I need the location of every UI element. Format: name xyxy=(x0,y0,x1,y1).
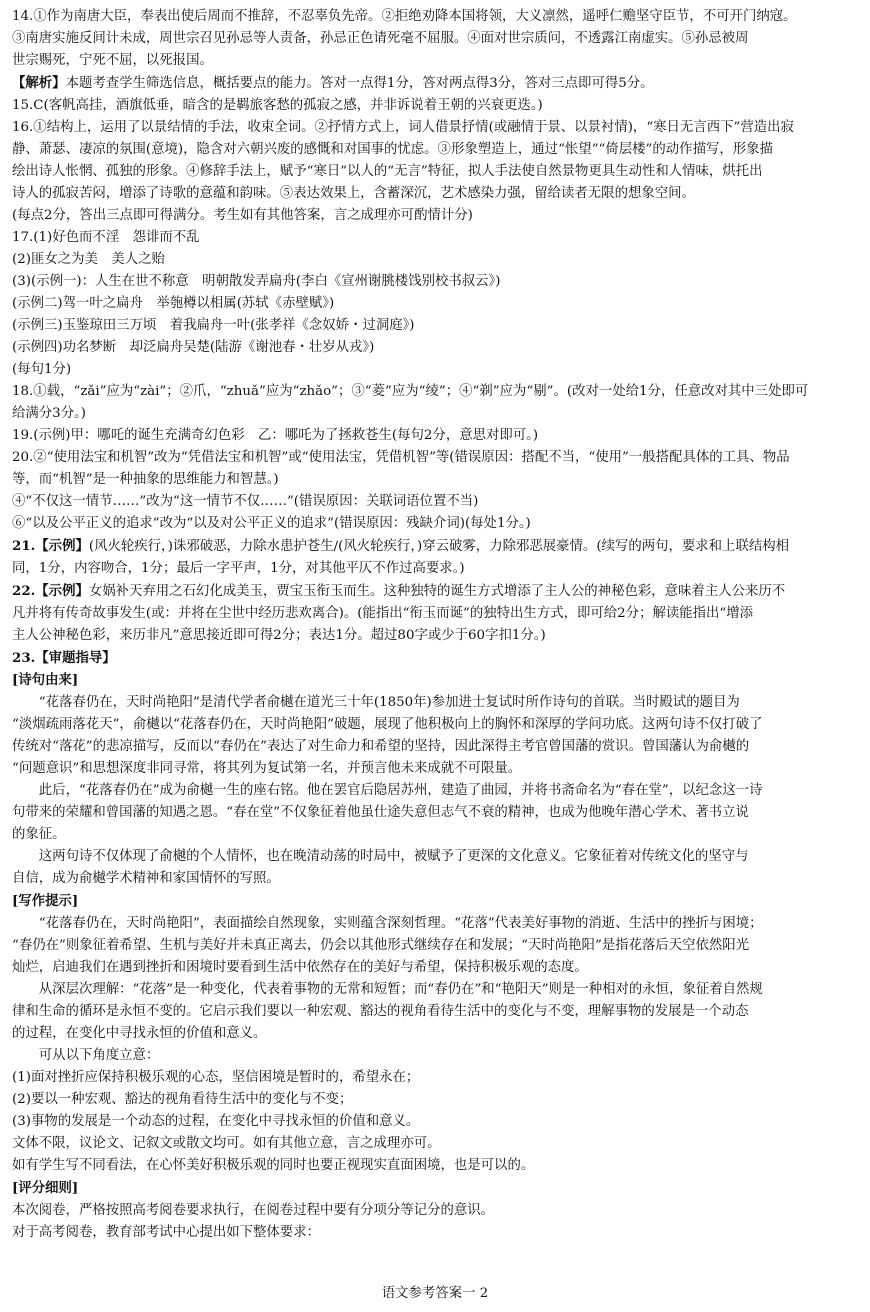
tips-item-1: (1)面对挫折应保持积极乐观的心态，坚信困境是暂时的，希望永在； xyxy=(12,1070,420,1085)
q21-line-2: 同，1分，内容吻合，1分；最后一字平声，1分，对其他平仄不作过高要求。) xyxy=(12,561,465,576)
q21-label: 21.【示例】 xyxy=(12,538,89,554)
tips-p5: 如有学生写不同看法，在心怀美好积极乐观的同时也要正视现实直面困境，也是可以的。 xyxy=(12,1158,535,1173)
q22-label: 22.【示例】 xyxy=(12,583,89,599)
q17-line-7: (每句1分) xyxy=(12,362,72,377)
rubric-heading-line xyxy=(12,1177,860,1200)
q22-line-3: 主人公神秘色彩，来历非凡”意思接近即可得2分；表达1分。超过80字或少于60字扣1分。) xyxy=(12,628,546,643)
rubric-heading: [评分细则] xyxy=(12,1180,79,1196)
origin-p2-l1: 此后，“花落春仍在”成为俞樾一生的座右铭。他在罢官后隐居苏州，建造了曲园，并将书斋命名为“春在堂”，以纪念这一诗 xyxy=(38,783,763,798)
tips-p4: 文体不限，议论文、记叙文或散文均可。如有其他立意，言之成理亦可。 xyxy=(12,1136,441,1151)
q20-line-1: 20.②“使用法宝和机智”改为“凭借法宝和机智”或“使用法宝，凭借机智”等(错误原因：搭配不当，“使用”一般搭配具体的工具、物品 xyxy=(12,450,790,465)
tips-item-2: (2)要以一种宏观、豁达的视角看待生活中的变化与不变； xyxy=(12,1092,353,1107)
q17-line-2: (2)匪女之为美 美人之贻 xyxy=(12,252,165,267)
tips-p1-l1: “花落春仍在，天时尚艳阳”，表面描绘自然现象，实则蕴含深刻哲理。“花落”代表美好事物的消逝、生活中的挫折与困境； xyxy=(38,916,763,931)
origin-heading: [诗句由来] xyxy=(12,672,79,688)
origin-p1-l4: “问题意识”和思想深度非同寻常，将其列为复试第一名，并预言他未来成就不可限量。 xyxy=(12,761,522,776)
origin-p2-l3: 的象征。 xyxy=(12,827,66,842)
question-15 xyxy=(12,95,860,117)
q16-line-2: 静、萧瑟、凄凉的氛围(意境)，隐含对六朝兴废的感慨和对国事的忧虑。③形象塑造上，通过“怅望”“倚层楼”的动作描写，形象描 xyxy=(12,142,773,157)
q14-line-3: 世宗赐死，宁死不屈，以死报国。 xyxy=(12,53,213,68)
q18-line-2: 给满分3分。) xyxy=(12,406,86,421)
q14-line-2: ③南唐实施反间计未成，周世宗召见孙忌等人责备，孙忌正色请死毫不屈服。④面对世宗质问，不透露江南虚实。⑤孙忌被周 xyxy=(12,31,749,46)
q14-analysis-text: 本题考查学生筛选信息，概括要点的能力。答对一点得1分，答对两点得3分，答对三点即可得5分。 xyxy=(65,76,654,91)
tips-p1-l3: 灿烂，启迪我们在遇到挫折和困境时要看到生活中依然存在的美好与希望，保持积极乐观的态度。 xyxy=(12,960,588,975)
question-21 xyxy=(12,535,860,580)
question-20 xyxy=(12,447,860,535)
tips-heading-line xyxy=(12,890,860,913)
q17-line-1: 17.(1)好色而不淫 怨诽而不乱 xyxy=(12,230,200,245)
origin-p2-l2: 句带来的荣耀和曾国藩的知遇之恩。“春在堂”不仅象征着他虽仕途失意但志气不衰的精神，也成为他晚年潜心学术、著书立说 xyxy=(12,805,749,820)
rubric-p2: 对于高考阅卷，教育部考试中心提出如下整体要求： xyxy=(12,1225,320,1240)
origin-p1-l1: “花落春仍在，天时尚艳阳”是清代学者俞樾在道光三十年(1850年)参加进士复试时所作诗句的首联。当时殿试的题目为 xyxy=(38,695,740,710)
origin-p1-l3: 传统对“落花”的悲凉描写，反而以“春仍在”表达了对生命力和希望的坚持，因此深得主考官曾国藩的赏识。曾国藩认为俞樾的 xyxy=(12,739,750,754)
q14-analysis-label: 【解析】 xyxy=(12,75,66,91)
q14-analysis xyxy=(12,72,860,95)
q14-line-1: 14.①作为南唐大臣，奉表出使后周而不推辞，不忍辜负先帝。②拒绝劝降本国将领，大义凛然，遥呼仁赡坚守臣节，不可开门纳寇。 xyxy=(12,9,797,24)
tips-p1-l2: “春仍在”则象征着希望、生机与美好并未真正离去，仍会以其他形式继续存在和发展；“天时尚艳阳”是指花落后天空依然阳光 xyxy=(12,938,750,953)
tips-item-3: (3)事物的发展是一个动态的过程，在变化中寻找永恒的价值和意义。 xyxy=(12,1114,420,1129)
q17-line-5: (示例三)玉鉴琼田三万顷 着我扁舟一叶(张孝祥《念奴娇・过洞庭》) xyxy=(12,318,415,333)
q22-line-1-text: 女娲补天弃用之石幻化成美玉，贾宝玉衔玉而生。这种独特的诞生方式增添了主人公的神秘色彩，意味着主人公来历不 xyxy=(88,584,786,599)
tips-p2-l1: 从深层次理解：“花落”是一种变化，代表着事物的无常和短暂；而“春仍在”和“艳阳天”则是一种相对的永恒，象征着自然规 xyxy=(38,982,763,997)
q21-line-1-text: (风火轮疾行，)诛邪破恶，力除水患护苍生/(风火轮疾行，)穿云破雾，力除邪恶展豪情。(续写的两句，要求和上联结构相 xyxy=(88,539,790,554)
origin-p1-l2: “淡烟疏雨落花天”，俞樾以“花落春仍在，天时尚艳阳”破题，展现了他积极向上的胸怀和深厚的学问功底。这两句诗不仅打破了 xyxy=(12,717,763,732)
rubric-p1: 本次阅卷，严格按照高考阅卷要求执行，在阅卷过程中要有分项分等记分的意识。 xyxy=(12,1203,495,1218)
q15-line-1: 15.C(客帆高挂，酒旗低垂，暗含的是羁旅客愁的孤寂之感，并非诉说着王朝的兴衰更迭。) xyxy=(12,98,543,113)
origin-p3-l2: 自信，成为俞樾学术精神和家国情怀的写照。 xyxy=(12,871,280,886)
question-19 xyxy=(12,425,860,447)
tips-p2-l3: 的过程，在变化中寻找永恒的价值和意义。 xyxy=(12,1026,267,1041)
q16-line-1: 16.①结构上，运用了以景结情的手法，收束全词。②抒情方式上，词人借景抒情(或融情于景、以景衬情)，“寒日无言西下”营造出寂 xyxy=(12,120,794,135)
q16-line-5: (每点2分，答出三点即可得满分。考生如有其他答案，言之成理亦可酌情计分) xyxy=(12,208,473,223)
tips-p3: 可从以下角度立意： xyxy=(38,1048,160,1063)
q21-line-1 xyxy=(12,535,860,558)
q17-line-3: (3)(示例一)：人生在世不称意 明朝散发弄扁舟(李白《宣州谢朓楼饯别校书叔云》) xyxy=(12,274,501,289)
tips-p2-l2: 律和生命的循环是永恒不变的。它启示我们要以一种宏观、豁达的视角看待生活中的变化与不变，理解事物的发展是一个动态 xyxy=(12,1004,749,1019)
q19-line-1: 19.(示例)甲：哪吒的诞生充满奇幻色彩 乙：哪吒为了拯救苍生(每句2分，意思对即可。) xyxy=(12,428,539,443)
q23-label: 23.【审题指导】 xyxy=(12,650,116,666)
q18-line-1: 18.①载，“zǎi”应为“zài”；②爪，“zhuǎ”应为“zhǎo”；③“菱”应为“绫”；④“剃”应为“剔”。(改对一处给1分，任意改对其中三处即可 xyxy=(12,384,809,399)
question-22 xyxy=(12,580,860,647)
question-16 xyxy=(12,117,860,227)
q22-line-2: 凡并将有传奇故事发生(或：并将在尘世中经历悲欢离合)。(能指出“衔玉而诞”的独特出生方式，即可给2分；解读能指出“增添 xyxy=(12,606,754,621)
q16-line-4: 诗人的孤寂苦闷，增添了诗歌的意蕴和韵味。⑤表达效果上，含蓄深沉，艺术感染力强，留给读者无限的想象空间。 xyxy=(12,186,695,201)
page-footer: 语文参考答案一 2 xyxy=(381,1286,489,1301)
q20-line-4: ⑥“以及公平正义的追求”改为“以及对公平正义的追求”(错误原因：残缺介词)(每处1分。) xyxy=(12,516,531,531)
q22-line-1 xyxy=(12,580,860,603)
q20-line-2: 等，而“机智”是一种抽象的思维能力和智慧。) xyxy=(12,472,279,487)
origin-p3-l1: 这两句诗不仅体现了俞樾的个人情怀，也在晚清动荡的时局中，被赋予了更深的文化意义。它象征着对传统文化的坚守与 xyxy=(38,849,749,864)
question-14 xyxy=(12,6,860,95)
question-18 xyxy=(12,381,860,425)
origin-heading-line xyxy=(12,669,860,692)
question-23 xyxy=(12,647,860,1244)
q20-line-3: ④“不仅这一情节……”改为“这一情节不仅……”(错误原因：关联词语位置不当) xyxy=(12,494,479,509)
q16-line-3: 绘出诗人怅惘、孤独的形象。④修辞手法上，赋予“寒日”以人的“无言”特征，拟人手法使自然景物更具生动性和人情味，烘托出 xyxy=(12,164,763,179)
q17-line-4: (示例二)驾一叶之扁舟 举匏樽以相属(苏轼《赤壁赋》) xyxy=(12,296,335,311)
question-17 xyxy=(12,227,860,381)
q17-line-6: (示例四)功名梦断 却泛扁舟吴楚(陆游《谢池春・壮岁从戎》) xyxy=(12,340,375,355)
tips-heading: [写作提示] xyxy=(12,893,79,909)
answer-page xyxy=(12,6,860,1244)
